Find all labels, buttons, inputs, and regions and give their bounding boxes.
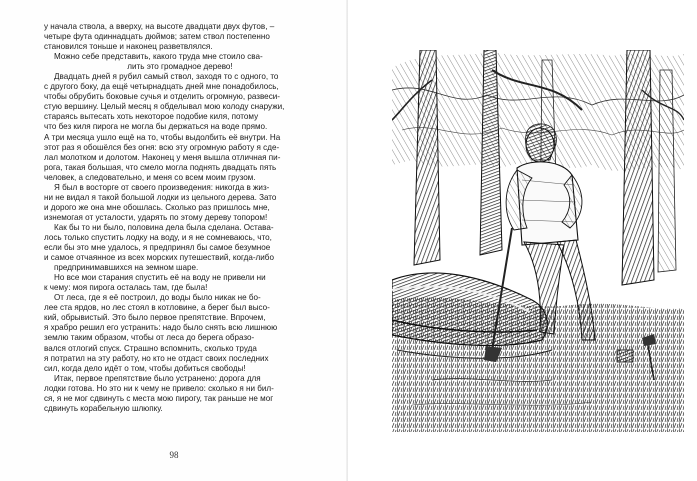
text-line: лее ста ярдов, но лес стоял в котловине, а берег был высо- [44,303,270,313]
text-line: вался отлогий спуск. Страшно вспомнить, сколько труда [44,343,257,353]
text-line: что без киля пирога не могла бы держаться на воде прямо. [44,122,268,132]
text-line: лить это громадное дерево! [127,62,233,72]
text-line: и дорого же она мне обошлась. Сколько раз пришлось мне, [44,202,270,212]
text-line: у начала ствола, а вверху, на высоте двадцати двух футов, – [44,22,275,31]
text-line: Я был в восторге от своего произведения: никогда в жиз- [54,182,270,192]
text-line: лал молотком и долотом. Наконец у меня вышла отличная пи- [44,152,281,162]
text-line: лось только спустить лодку на воду, и я не сомневаюсь, что, [44,232,272,242]
text-line: А три месяца ушло ещё на то, чтобы выдолбить её внутри. На [44,132,281,142]
text-line: стараясь вытесать хоть некоторое подобие киля, потому [44,112,259,122]
text-line: и самое отчаянное из всех морских путешествий, когда-либо [44,253,274,263]
text-line: ся, я не мог сдвинуть с места мою пирогу, так раньше не мог [44,393,274,403]
text-line: ни не видал я такой большой лодки из цельного дерева. Зато [44,192,277,202]
text-line: чтобы обрубить боковые сучья и отделить огромную, развеси- [44,92,280,102]
text-line: к чему: моя пирога осталась там, где была! [44,283,208,293]
text-line: Двадцать дней я рубил самый ствол, заходя то с одного, то [54,72,279,82]
text-line: этот раз я обошёлся без огня: всю эту огромную работу я сде- [44,142,280,152]
text-line: стую вершину. Целый месяц я обделывал мою колоду снаружи, [44,102,285,112]
text-line: Итак, первое препятствие было устранено: дорога для [54,373,261,383]
body-text [44,22,316,414]
text-line: я потратил на эту работу, но кто не отдаст своих последних [44,353,269,363]
text-line: лодки готова. Но это ни к чему не привело: сколько я ни бил- [44,383,274,393]
text-line: с другого боку, да ещё четырнадцать дней мне понадобилось, [44,82,279,92]
left-page [0,0,348,481]
text-line: Но все мои старания спустить её на воду не привели ни [54,273,266,283]
text-line: если бы это мне удалось, я предпринял бы самое безумное [44,243,271,253]
text-line: кий, обрывистый. Это было первое препятствие. Впрочем, [44,313,266,323]
text-line: становился тоньше и наконец разветвлялся. [44,42,213,52]
text-line: рога, такая большая, что смело могла поднять двадцать пять [44,162,277,172]
text-line: человек, а следовательно, и меня со всем моим грузом. [44,172,256,182]
text-line: От леса, где я её построил, до воды было никак не бо- [54,293,261,303]
text-line: сил, когда дело идёт о том, чтобы добиться свободы! [44,363,246,373]
page-number: 98 [169,450,179,460]
engraving-illustration [392,50,684,432]
text-line: предпринимавшихся на земном шаре. [54,263,199,273]
text-line: сдвинуть корабельную шлюпку. [44,403,163,413]
text-line: я храбро решил его устранить: надо было снять всю лишнюю [44,323,278,333]
text-line: Как бы то ни было, половина дела была сделана. Остава- [54,222,274,232]
text-line: Можно себе представить, какого труда мне стоило сва- [54,52,263,62]
text-line: землю таким образом, чтобы от леса до берега образо- [44,333,255,343]
text-line: четыре фута одиннадцать дюймов; затем ствол постепенно [44,32,270,42]
text-line: изнемогая от усталости, ударять по этому дереву топором! [44,212,268,222]
